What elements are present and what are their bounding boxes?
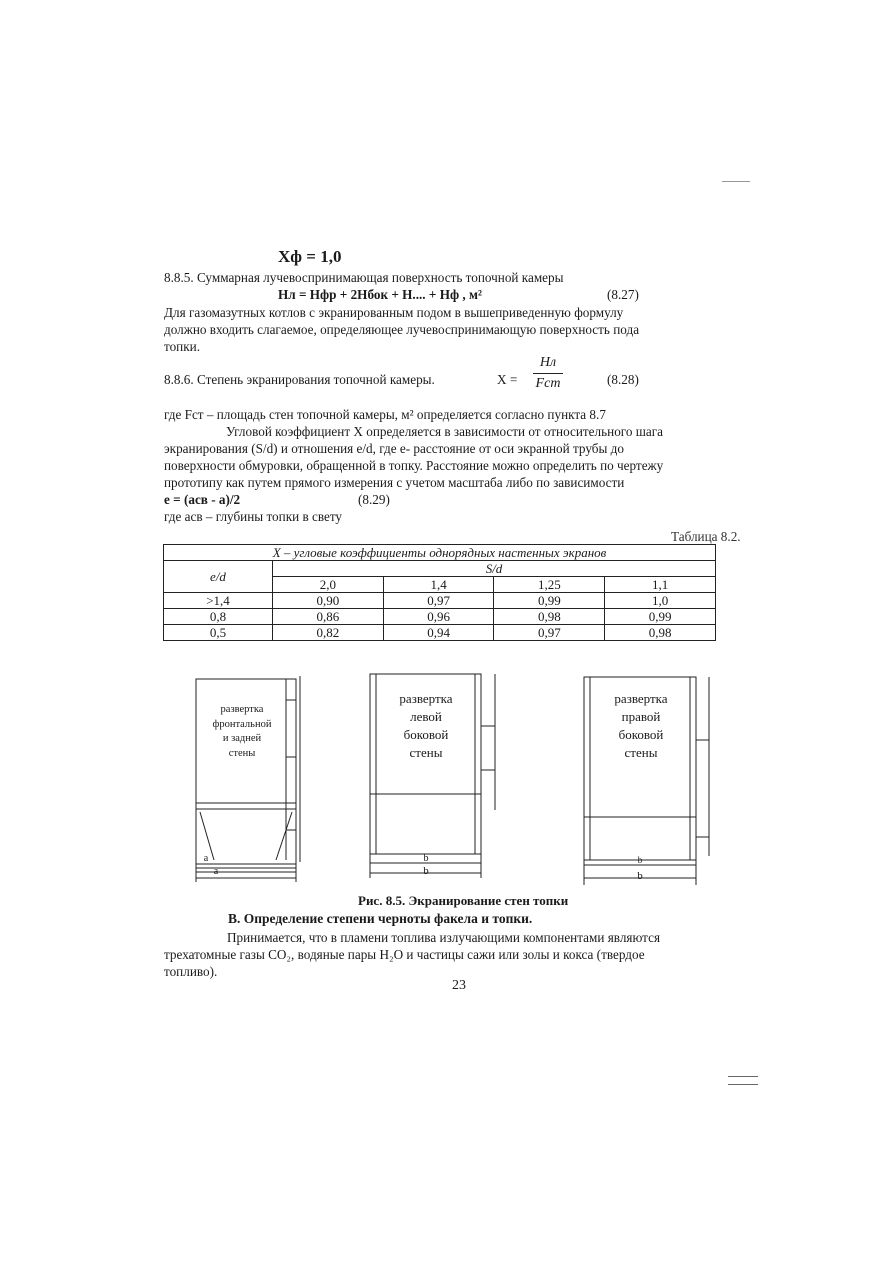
front-wall-label [199,703,285,761]
table-cell: 1,0 [605,593,716,609]
fraction-denominator: Fст [535,376,561,391]
text-line: Для газомазутных котлов с экранированным подом в вышеприведенную формулу [164,305,624,320]
left-wall-label [378,690,474,762]
eq-number-8-29: (8.29) [358,492,390,507]
formula-hl: Hл = Hфр + 2Hбок + H.... + Hф , м² [278,287,482,302]
label-line: боковой [403,727,449,742]
table-cell: 0,97 [494,625,605,641]
section-b-heading: В. Определение степени черноты факела и топки. [228,911,533,926]
label-line: фронтальной [212,718,272,730]
label-line: боковой [618,727,664,742]
column-header: 1,25 [494,577,605,593]
table-cell: 0,94 [383,625,494,641]
figure-caption: Рис. 8.5. Экранирование стен топки [358,893,569,908]
row-label: 0,8 [164,609,273,625]
column-header: 2,0 [273,577,384,593]
text-line: трехатомные газы CO₂, водяные пары H₂O и частицы сажи или золы и кокса (твердое [164,947,645,962]
label-line: развертка [614,691,668,706]
label-line: левой [410,709,442,724]
row-label: >1,4 [164,593,273,609]
label-line: стены [409,745,443,760]
formula-xf: Xф = 1,0 [278,247,342,266]
table-cell: 0,99 [494,593,605,609]
fraction-numerator: Hл [539,355,557,370]
section-8-8-5: 8.8.5. Суммарная лучевоспринимающая поверхность топочной камеры [164,270,564,285]
eq-number-8-27: (8.27) [607,287,639,302]
table-caption: Таблица 8.2. [671,529,741,544]
text-line: поверхности обмуровки, обращенной в топку. Расстояние можно определить по чертежу [164,458,664,473]
right-dim-b-small: b [637,855,643,865]
text-line: Угловой коэффициент X определяется в зависимости от относительного шага [226,424,664,439]
table-cell: 0,86 [273,609,384,625]
front-dim-a-big: a [213,866,219,877]
text-line: Принимается, что в пламени топлива излучающими компонентами являются [227,930,661,945]
text-line: топки. [164,339,201,354]
label-line: правой [621,709,661,724]
col-group-s-d: S/d [273,561,716,577]
table-cell: 0,96 [383,609,494,625]
table-title: X – угловые коэффициенты однорядных настенных экранов [164,545,716,561]
table-cell: 0,98 [605,625,716,641]
right-wall-label [593,690,689,762]
table-cell: 0,98 [494,609,605,625]
label-line: и задней [222,733,262,744]
label-line: стены [624,745,658,760]
column-header: 1,1 [605,577,716,593]
section-8-8-6: 8.8.6. Степень экранирования топочной камеры. [164,372,435,387]
right-dim-b-big: b [637,870,643,882]
paragraph-4 [164,929,734,980]
table-cell: 0,82 [273,625,384,641]
left-dim-b-big: b [423,865,429,877]
row-header-e-d: e/d [164,561,273,593]
row-label: 0,5 [164,625,273,641]
page-number: 23 [452,978,466,993]
label-line: стены [228,747,256,759]
text-line: прототипу как путем прямого измерения с учетом масштаба либо по зависимости [164,475,625,490]
text-line: экранирования (S/d) и отношения e/d, где e- расстояние от оси экранной трубы до [164,441,624,456]
text-line: топливо). [164,964,218,979]
table-cell: 0,99 [605,609,716,625]
left-dim-b-small: b [423,853,429,864]
eq-number-8-28: (8.28) [607,372,639,387]
formula-x-lhs: X = [497,372,518,387]
paragraph-3: где aсв – глубины топки в свету [164,509,343,524]
paragraph-2-line-1: где Fст – площадь стен топочной камеры, м² определяется согласно пункта 8.7 [164,407,606,422]
label-line: развертка [220,704,264,715]
label-line: развертка [399,691,453,706]
formula-e: e = (aсв - a)/2 [164,492,241,507]
table-cell: 0,90 [273,593,384,609]
column-header: 1,4 [383,577,494,593]
front-dim-a-small: a [203,853,209,864]
text-line: должно входить слагаемое, определяющее лучевоспринимающую поверхность пода [164,322,640,337]
table-cell: 0,97 [383,593,494,609]
